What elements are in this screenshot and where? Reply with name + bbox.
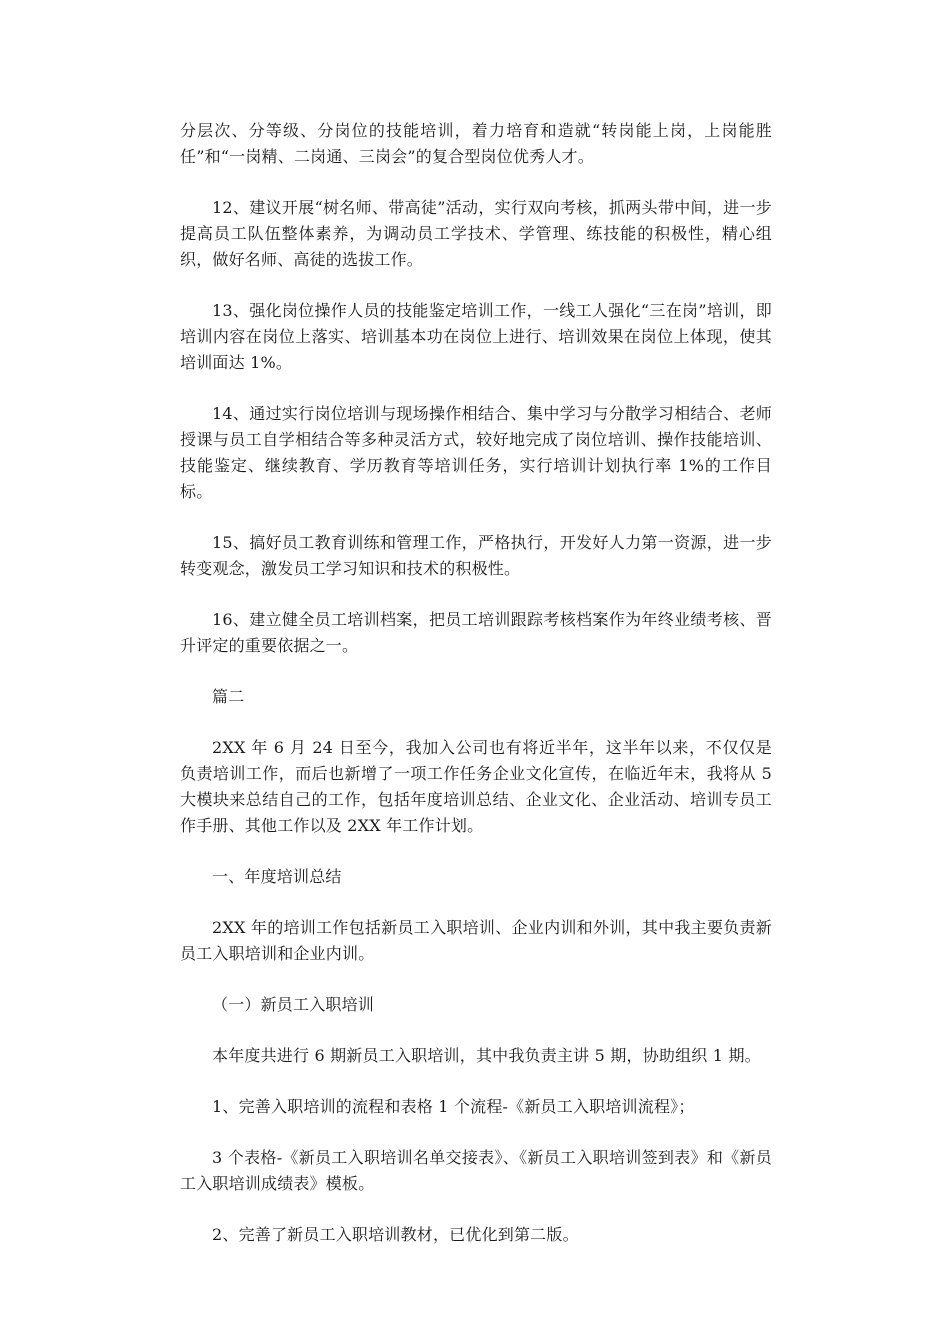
section-title-part-two: 篇二 (212, 687, 245, 706)
paragraph-item-15: 15、搞好员工教育训练和管理工作，严格执行，开发好人力第一资源，进一步转变观念，激发员工学习知识和技术的积极性。 (180, 533, 772, 578)
paragraph-sessions-count: 本年度共进行 6 期新员工入职培训，其中我负责主讲 5 期，协助组织 1 期。 (212, 1046, 761, 1065)
paragraph-item-14: 14、通过实行岗位培训与现场操作相结合、集中学习与分散学习相结合、老师授课与员工自学相结合等多种灵活方式，较好地完成了岗位培训、操作技能培训、技能鉴定、继续教育、学历教育等培训任务，实行培训计划执行率 1%的工作目标。 (180, 404, 772, 501)
document-body (180, 118, 772, 1273)
paragraph-item-materials: 2、完善了新员工入职培训教材，已优化到第二版。 (212, 1225, 579, 1244)
paragraph-item-process: 1、完善入职培训的流程和表格 1 个流程-《新员工入职培训流程》； (212, 1097, 695, 1116)
paragraph-intro: 2XX 年 6 月 24 日至今，我加入公司也有将近半年，这半年以来，不仅仅是负责培训工作，而后也新增了一项工作任务企业文化宣传，在临近年末，我将从 5 大模块来总结自己的工作，包括年度培训总结、企业文化、企业活动、培训专员工作手册、其他工作以及 2XX 年工作计划。 (180, 738, 772, 835)
paragraph-item-16: 16、建立健全员工培训档案，把员工培训跟踪考核档案作为年终业绩考核、晋升评定的重要依据之一。 (180, 610, 772, 655)
paragraph-continuation: 分层次、分等级、分岗位的技能培训，着力培育和造就“转岗能上岗，上岗能胜任”和“一岗精、二岗通、三岗会”的复合型岗位优秀人才。 (180, 121, 772, 166)
subsection-heading-new-hire: （一）新员工入职培训 (212, 995, 375, 1014)
paragraph-training-scope: 2XX 年的培训工作包括新员工入职培训、企业内训和外训，其中我主要负责新员工入职培训和企业内训。 (180, 918, 772, 963)
paragraph-item-13: 13、强化岗位操作人员的技能鉴定培训工作，一线工人强化“三在岗”培训，即培训内容在岗位上落实、培训基本功在岗位上进行、培训效果在岗位上体现，使其培训面达 1%。 (180, 301, 772, 372)
section-heading-annual-training: 一、年度培训总结 (212, 867, 342, 886)
paragraph-item-forms: 3 个表格-《新员工入职培训名单交接表》、《新员工入职培训签到表》和《新员工入职培训成绩表》模板。 (180, 1148, 772, 1193)
paragraph-item-12: 12、建议开展“树名师、带高徒”活动，实行双向考核，抓两头带中间，进一步提高员工队伍整体素养，为调动员工学技术、学管理、练技能的积极性，精心组织，做好名师、高徒的选拔工作。 (180, 198, 772, 269)
